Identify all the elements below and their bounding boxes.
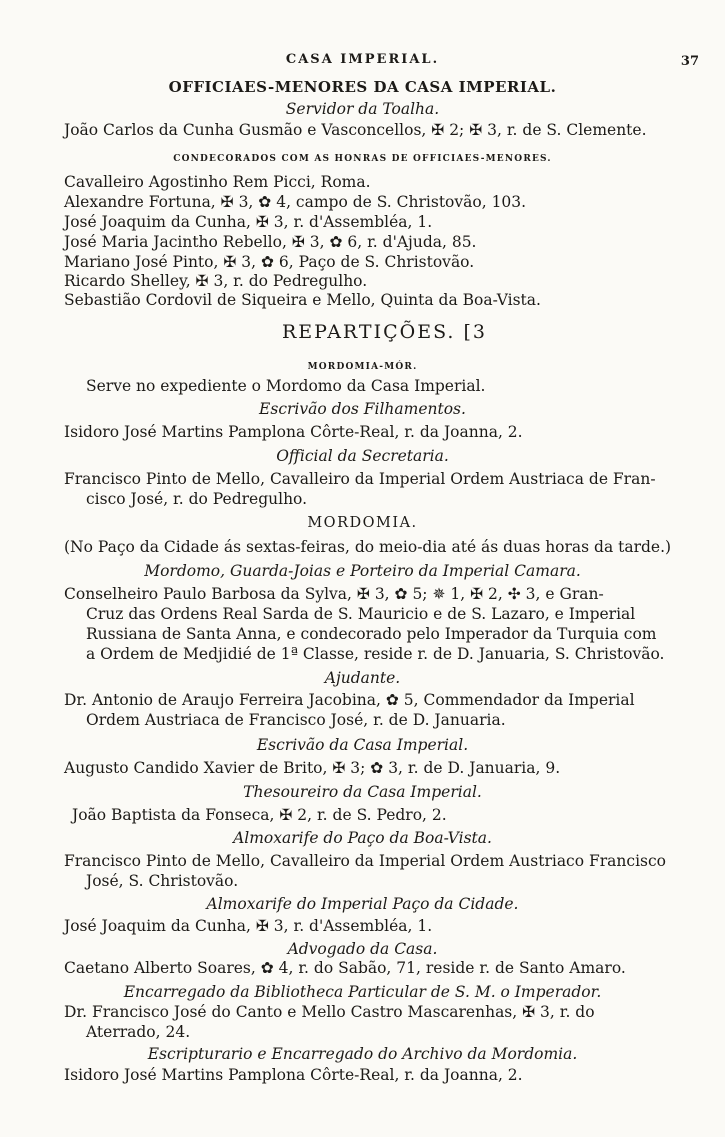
entry-line: Aterrado, 24. bbox=[86, 1023, 191, 1041]
role-heading: Escrivão da Casa Imperial. bbox=[256, 736, 469, 754]
entry-line: Isidoro José Martins Pamplona Côrte-Real, r. da Joanna, 2. bbox=[64, 1066, 523, 1084]
entry-line: Francisco Pinto de Mello, Cavalleiro da Imperial Ordem Austriaca de Fran- bbox=[64, 470, 656, 488]
role-heading: Servidor da Toalha. bbox=[285, 100, 440, 118]
role-heading: Advogado da Casa. bbox=[287, 940, 438, 958]
role-heading: Almoxarife do Paço da Boa-Vista. bbox=[233, 829, 492, 847]
entry-line: Francisco Pinto de Mello, Cavalleiro da Imperial Ordem Austriaco Francisco bbox=[64, 852, 666, 870]
entry-line: João Baptista da Fonseca, ✠ 2, r. de S. Pedro, 2. bbox=[72, 806, 447, 824]
entry-line: José Maria Jacintho Rebello, ✠ 3, ✿ 6, r. d'Ajuda, 85. bbox=[64, 233, 477, 251]
running-head: CASA IMPERIAL. bbox=[285, 52, 440, 67]
entry-line: Mariano José Pinto, ✠ 3, ✿ 6, Paço de S. Christovão. bbox=[64, 253, 475, 271]
entry-line: Ordem Austriaca de Francisco José, r. de D. Januaria. bbox=[86, 711, 506, 729]
entry-line: Sebastião Cordovil de Siqueira e Mello, Quinta da Boa-Vista. bbox=[64, 291, 541, 309]
section-title: REPARTIÇÕES. [3 bbox=[282, 321, 487, 343]
entry-line: Cavalleiro Agostinho Rem Picci, Roma. bbox=[64, 173, 371, 191]
subsection-heading: CONDECORADOS COM AS HONRAS DE OFFICIAES-MENORES. bbox=[173, 154, 552, 164]
subsection-heading: MORDOMIA. bbox=[307, 515, 418, 531]
subsection-heading: MORDOMIA-MÓR. bbox=[307, 362, 418, 372]
role-heading: Mordomo, Guarda-Joias e Porteiro da Imperial Camara. bbox=[144, 562, 581, 580]
entry-line: José Joaquim da Cunha, ✠ 3, r. d'Assembléa, 1. bbox=[64, 917, 433, 935]
entry-line: Dr. Antonio de Araujo Ferreira Jacobina, ✿ 5, Commendador da Imperial bbox=[64, 691, 635, 709]
entry-line: Ricardo Shelley, ✠ 3, r. do Pedregulho. bbox=[64, 272, 368, 290]
entry-line: Serve no expediente o Mordomo da Casa Imperial. bbox=[86, 377, 486, 395]
role-heading: Encarregado da Bibliotheca Particular de S. M. o Imperador. bbox=[123, 983, 602, 1001]
role-heading: Almoxarife do Imperial Paço da Cidade. bbox=[206, 895, 519, 913]
entry-line: Dr. Francisco José do Canto e Mello Castro Mascarenhas, ✠ 3, r. do bbox=[64, 1003, 595, 1021]
role-heading: Ajudante. bbox=[324, 669, 401, 687]
entry-line: Conselheiro Paulo Barbosa da Sylva, ✠ 3, ✿ 5; ✵ 1, ✠ 2, ✣ 3, e Gran- bbox=[64, 585, 604, 603]
role-heading: Escripturario e Encarregado do Archivo da Mordomia. bbox=[147, 1045, 578, 1063]
entry-line: cisco José, r. do Pedregulho. bbox=[86, 490, 308, 508]
section-title: OFFICIAES-MENORES DA CASA IMPERIAL. bbox=[168, 78, 557, 96]
entry-line: José Joaquim da Cunha, ✠ 3, r. d'Assembléa, 1. bbox=[64, 213, 433, 231]
entry-line: Alexandre Fortuna, ✠ 3, ✿ 4, campo de S. Christovão, 103. bbox=[64, 193, 527, 211]
role-heading: Official da Secretaria. bbox=[276, 447, 449, 465]
entry-line: (No Paço da Cidade ás sextas-feiras, do meio-dia até ás duas horas da tarde.) bbox=[64, 538, 672, 556]
entry-line: Russiana de Santa Anna, e condecorado pelo Imperador da Turquia com bbox=[86, 625, 657, 643]
role-heading: Thesoureiro da Casa Imperial. bbox=[243, 783, 482, 801]
entry-line: Isidoro José Martins Pamplona Côrte-Real, r. da Joanna, 2. bbox=[64, 423, 523, 441]
entry-line: Cruz das Ordens Real Sarda de S. Mauricio e de S. Lazaro, e Imperial bbox=[86, 605, 636, 623]
entry-line: José, S. Christovão. bbox=[86, 872, 239, 890]
role-heading: Escrivão dos Filhamentos. bbox=[259, 400, 466, 418]
entry-line: Augusto Candido Xavier de Brito, ✠ 3; ✿ 3, r. de D. Januaria, 9. bbox=[64, 759, 561, 777]
page-number: 37 bbox=[680, 54, 699, 69]
entry-line: Caetano Alberto Soares, ✿ 4, r. do Sabão, 71, reside r. de Santo Amaro. bbox=[64, 959, 626, 977]
entry-line: João Carlos da Cunha Gusmão e Vasconcellos, ✠ 2; ✠ 3, r. de S. Clemente. bbox=[64, 121, 647, 139]
entry-line: a Ordem de Medjidié de 1ª Classe, reside r. de D. Januaria, S. Christovão. bbox=[86, 645, 665, 663]
